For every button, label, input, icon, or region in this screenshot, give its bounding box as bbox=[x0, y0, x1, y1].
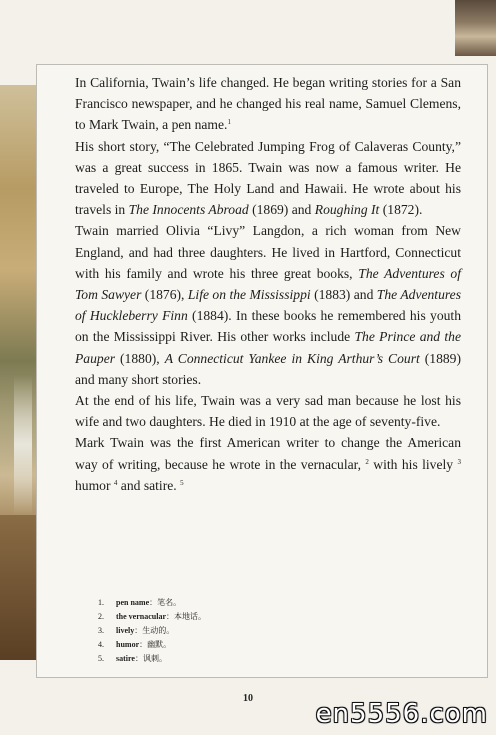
footnote-ref: 4 bbox=[113, 478, 118, 487]
footnote-item bbox=[98, 638, 398, 652]
book-title: A Connecticut Yankee in King Arthur’s Court bbox=[164, 350, 420, 366]
text-run: Twain married Olivia “Livy” Langdon, a rich woman from New England, and had three daughters. He lived in Hartford, Connecticut with his family and wrote his three great books, bbox=[75, 223, 461, 281]
text-run: (1876), bbox=[141, 287, 188, 303]
book-title: The Prince and the Pauper bbox=[75, 329, 461, 366]
footnote-item bbox=[98, 610, 398, 624]
footnote-term: satire bbox=[116, 654, 135, 663]
paragraph bbox=[75, 390, 461, 432]
footnote-number: 5. bbox=[98, 654, 104, 663]
book-title: The Adventures of Tom Sawyer bbox=[75, 265, 461, 303]
footnote-ref: 1 bbox=[227, 118, 231, 127]
footnote-ref: 5 bbox=[180, 478, 184, 487]
text-run: At the end of his life, Twain was a very sad man because he lost his wife and two daughters. He died in 1910 at the age of seventy-five. bbox=[75, 393, 461, 430]
text-run: (1880), bbox=[115, 350, 165, 366]
footnote-term: the vernacular bbox=[116, 612, 166, 621]
page-number: 10 bbox=[243, 693, 253, 704]
text-run: and satire. bbox=[117, 477, 181, 493]
footnote-term: lively bbox=[116, 626, 135, 635]
footnote-item bbox=[98, 624, 398, 638]
waterfall-mist bbox=[14, 375, 32, 515]
footnotes bbox=[98, 596, 398, 666]
footnote-gloss: ：生动的。 bbox=[134, 626, 175, 635]
text-run: (1872). bbox=[379, 202, 423, 218]
watermark: en5556.com bbox=[315, 699, 488, 729]
footnote-gloss: ：讽刺。 bbox=[134, 654, 167, 663]
paragraph bbox=[75, 220, 461, 390]
body-text bbox=[75, 72, 461, 496]
footnote-number: 2. bbox=[98, 612, 104, 621]
footnote-item bbox=[98, 596, 398, 610]
footnote-ref: 2 bbox=[365, 457, 369, 466]
footnote-gloss: ：本地话。 bbox=[166, 612, 206, 621]
paragraph bbox=[75, 72, 461, 136]
text-run: Mark Twain was the first American writer to change the American way of writing, because he wrote in the vernacular, bbox=[75, 435, 461, 472]
footnote-number: 1. bbox=[98, 598, 104, 607]
text-run: (1883) and bbox=[310, 287, 377, 303]
text-run: humor bbox=[75, 477, 114, 493]
footnote-gloss: ：笔名。 bbox=[149, 598, 182, 607]
footnote-ref: 3 bbox=[457, 457, 461, 466]
text-run: (1884). In these books he remembered his youth on the Mississippi River. His other works include bbox=[75, 308, 461, 345]
text-run: (1869) and bbox=[248, 202, 315, 218]
footnote-number: 4. bbox=[98, 640, 104, 649]
footnote-number: 3. bbox=[98, 626, 104, 635]
book-title: Roughing It bbox=[314, 202, 380, 218]
book-title: Life on the Mississippi bbox=[187, 287, 311, 303]
text-run: In California, Twain’s life changed. He began writing stories for a San Francisco newspaper, and he changed his real name, Samuel Clemens, to Mark Twain, a pen name. bbox=[75, 75, 461, 133]
paragraph bbox=[75, 432, 461, 496]
footnote-item bbox=[98, 652, 398, 666]
book-title: The Innocents Abroad bbox=[128, 202, 249, 218]
text-run: with his lively bbox=[368, 456, 458, 472]
footnote-term: humor bbox=[116, 640, 140, 649]
paragraph bbox=[75, 136, 461, 221]
book-title: The Adventures of Huckleberry Finn bbox=[75, 287, 461, 324]
footnote-term: pen name bbox=[116, 598, 150, 607]
top-right-thumbnail-image bbox=[455, 0, 496, 56]
text-run: (1889) and many short stories. bbox=[75, 350, 462, 387]
text-run: His short story, “The Celebrated Jumping Frog of Calaveras County,” was a great success in 1865. Twain was now a famous writer. He traveled to Europe, The Holy Land and Hawaii. He wrote about his travels in bbox=[75, 138, 461, 218]
footnote-gloss: ：幽默。 bbox=[139, 640, 172, 649]
